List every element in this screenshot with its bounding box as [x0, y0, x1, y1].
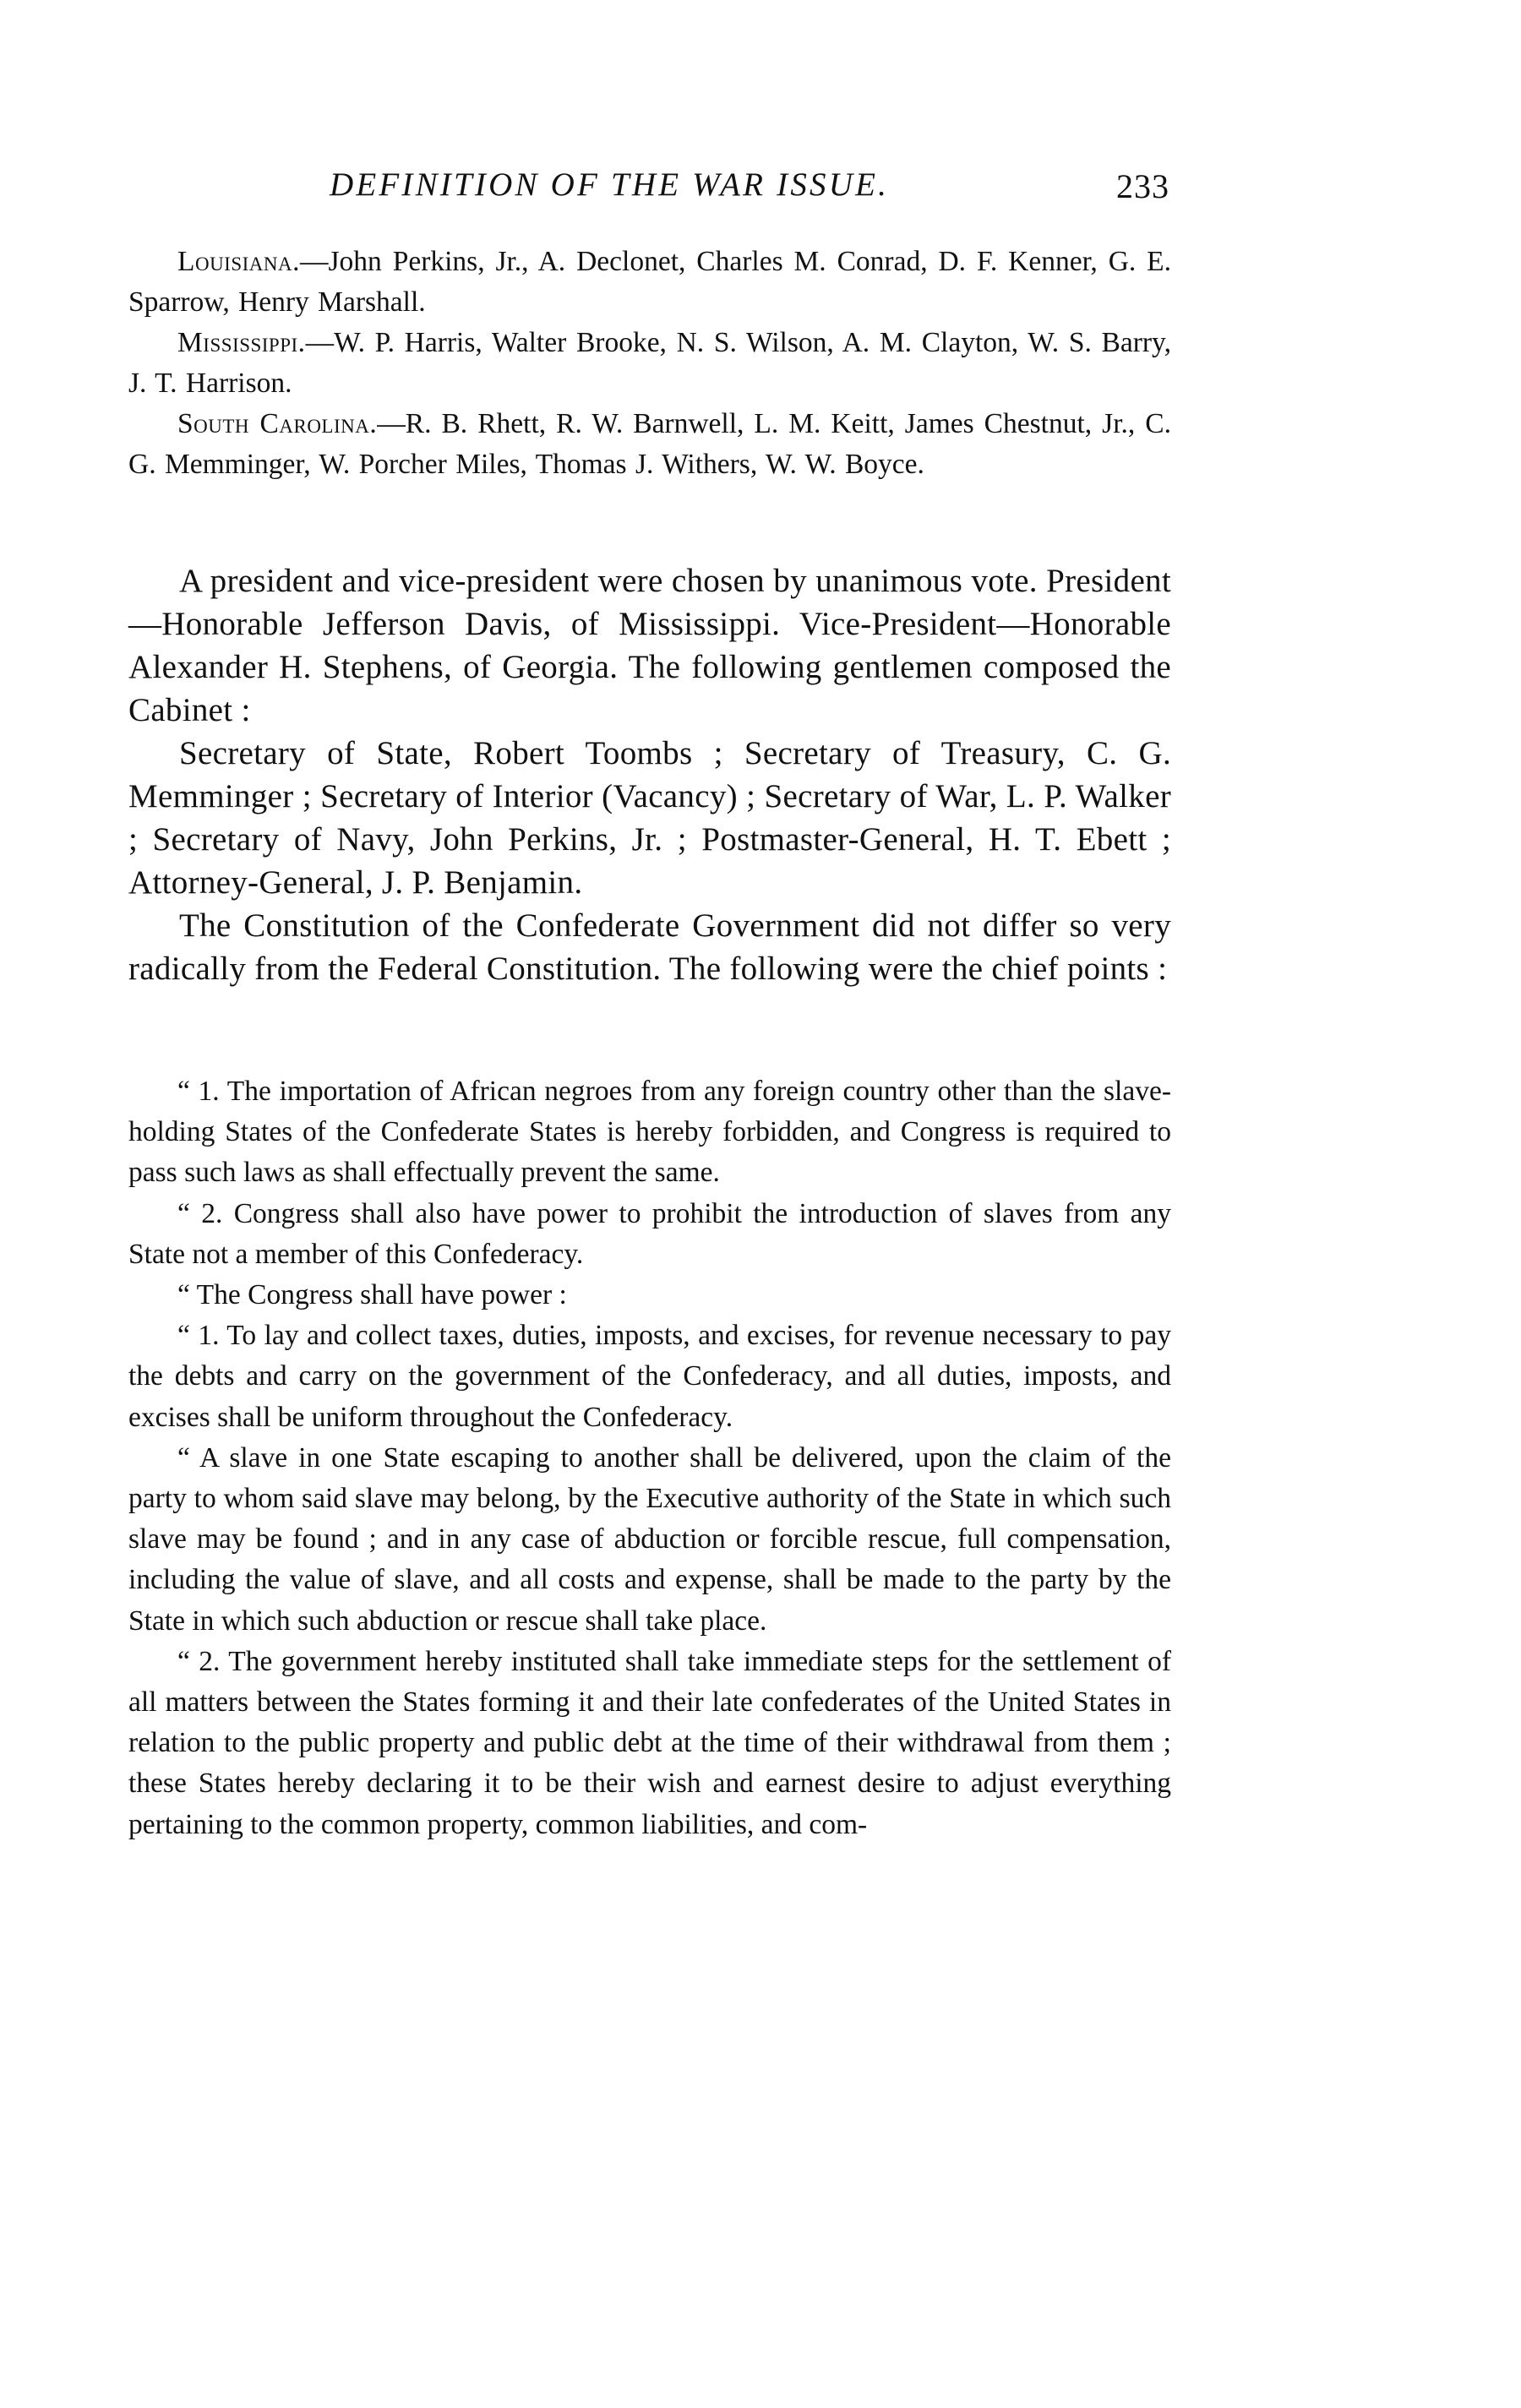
paragraph-cabinet: Secretary of State, Robert Toombs ; Secretary of Treasury, C. G. Memminger ; Secretary of Interior (Vacancy) ; Secretary of War, L. P. Walker ; Secretary of Navy, John Perkins, Jr. ; Postmaster-General, H. T. Ebett ; Attorney-General, J. P. Benjamin.	[128, 735, 1171, 901]
quoted-paragraph: “ The Congress shall have power :	[177, 1279, 567, 1311]
running-title: DEFINITION OF THE WAR ISSUE.	[330, 166, 890, 203]
delegate-paragraph-louisiana	[128, 242, 1171, 323]
quoted-paragraph: “ 2. The government hereby instituted shall take immediate steps for the settlement of all matters between the States forming it and their late confederates of the United States in relation to the public property and public debt at the time of their withdrawal from them ; these States hereby declaring it to be their wish and earnest desire to adjust everything pertaining to the common property, common liabilities, and com-	[128, 1645, 1171, 1840]
delegate-names: —W. P. Harris, Walter Brooke, N. S. Wilson, A. M. Clayton, W. S. Barry, J. T. Harrison.	[128, 327, 1171, 399]
quoted-paragraph: “ A slave in one State escaping to another shall be delivered, upon the claim of the party to whom said slave may belong, by the Executive authority of the State in which such slave may be found ; and in any case of abduction or forcible rescue, full compensation, including the value of slave, and all costs and expense, shall be made to the party by the State in which such abduction or rescue shall take place.	[128, 1441, 1171, 1637]
narrative-text	[128, 559, 1171, 990]
delegate-names: —John Perkins, Jr., A. Declonet, Charles M. Conrad, D. F. Kenner, G. E. Sparrow, Henry Marshall.	[128, 246, 1171, 318]
delegate-names: —R. B. Rhett, R. W. Barnwell, L. M. Keitt, James Chestnut, Jr., C. G. Memminger, W. Porcher Miles, Thomas J. Withers, W. W. Boyce.	[128, 408, 1172, 480]
delegate-paragraph-south-carolina	[128, 404, 1171, 485]
constitution-excerpt	[128, 1071, 1171, 1845]
state-name: Louisiana.	[177, 246, 300, 277]
state-name: South Carolina.	[177, 408, 378, 439]
quoted-paragraph: “ 1. The importation of African negroes from any foreign country other than the slave-holding States of the Confederate States is hereby forbidden, and Congress is required to pass such laws as shall effectually prevent the same.	[128, 1076, 1171, 1189]
page-number: 233	[1116, 167, 1169, 205]
paragraph-constitution-intro: The Constitution of the Confederate Government did not differ so very radically from the Federal Constitution. The following were the chief points :	[128, 907, 1171, 987]
quoted-paragraph: “ 2. Congress shall also have power to prohibit the introduction of slaves from any State not a member of this Confederacy.	[128, 1197, 1171, 1270]
quoted-paragraph: “ 1. To lay and collect taxes, duties, imposts, and excises, for revenue necessary to pay the debts and carry on the government of the Confederacy, and all duties, imposts, and excises shall be uniform throughout the Confederacy.	[128, 1320, 1171, 1433]
state-name: Mississippi.	[177, 327, 306, 358]
delegate-paragraph-mississippi	[128, 323, 1171, 404]
paragraph-president-election: A president and vice-president were chosen by unanimous vote. President—Honorable Jefferson Davis, of Mississippi. Vice-President—Honorable Alexander H. Stephens, of Georgia. The following gentlemen composed the Cabinet :	[128, 563, 1171, 728]
delegate-list	[128, 242, 1171, 485]
running-head	[128, 166, 1171, 204]
